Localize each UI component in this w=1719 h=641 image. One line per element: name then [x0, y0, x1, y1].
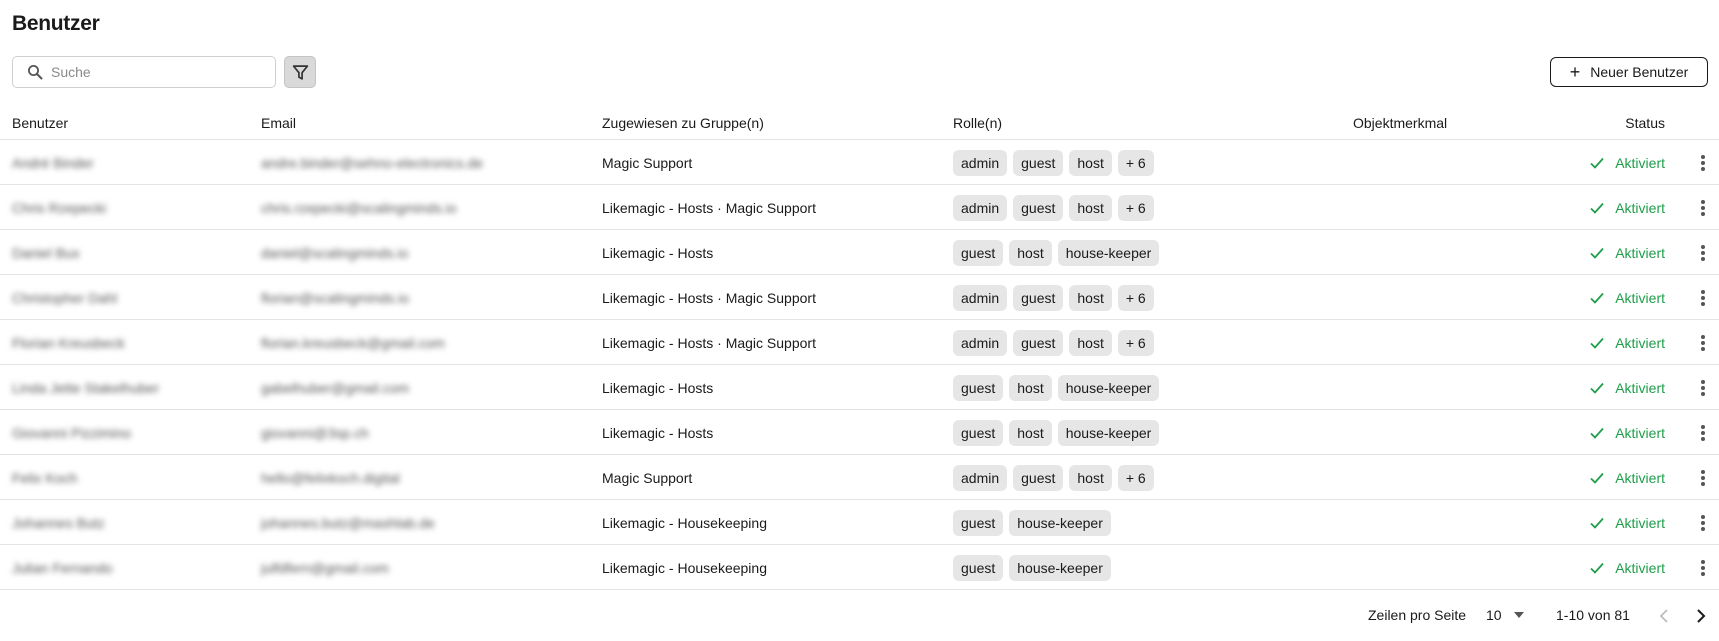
user-roles — [953, 185, 1160, 230]
status-badge — [1589, 230, 1665, 275]
row-actions-button[interactable] — [1695, 500, 1711, 545]
role-chip: host — [1009, 420, 1051, 446]
check-icon — [1589, 200, 1605, 216]
user-roles — [953, 410, 1165, 455]
role-chip: host — [1009, 240, 1051, 266]
role-chip: host — [1009, 375, 1051, 401]
user-email: hello@felixkoch.digital — [261, 469, 400, 486]
user-email: andre.binder@sehno-electronics.de — [261, 154, 484, 171]
table-row[interactable] — [0, 410, 1719, 455]
user-groups: Likemagic - Housekeeping — [602, 559, 767, 576]
more-vertical-icon — [1700, 154, 1706, 172]
table-row[interactable] — [0, 320, 1719, 365]
user-groups: Likemagic - Hosts · Magic Support — [602, 334, 816, 351]
role-chip: admin — [953, 285, 1007, 311]
user-name: Florian Kreusbeck — [12, 334, 125, 351]
role-chip[interactable]: + 6 — [1118, 465, 1154, 491]
status-label: Aktiviert — [1615, 559, 1665, 576]
user-name: Johannes Butz — [12, 514, 105, 531]
search-box[interactable] — [12, 56, 276, 88]
next-page-button[interactable] — [1691, 604, 1711, 628]
user-groups: Likemagic - Hosts — [602, 379, 714, 396]
user-roles — [953, 275, 1160, 320]
role-chip[interactable]: + 6 — [1118, 150, 1154, 176]
user-roles — [953, 545, 1117, 590]
status-label: Aktiviert — [1615, 244, 1665, 261]
row-actions-button[interactable] — [1695, 140, 1711, 185]
user-name: Giovanni Pizzimino — [12, 424, 132, 441]
role-chip: admin — [953, 150, 1007, 176]
rows-per-page-label: Zeilen pro Seite — [1368, 607, 1467, 623]
column-header-status[interactable]: Status — [1625, 115, 1665, 131]
status-badge — [1589, 410, 1665, 455]
check-icon — [1589, 470, 1605, 486]
status-label: Aktiviert — [1615, 424, 1665, 441]
user-groups: Magic Support — [602, 154, 693, 171]
page-title: Benutzer — [12, 12, 100, 35]
role-chip: guest — [1013, 150, 1063, 176]
user-groups: Likemagic - Hosts · Magic Support — [602, 289, 816, 306]
table-header — [0, 108, 1719, 140]
user-name: Felix Koch — [12, 469, 78, 486]
user-groups: Likemagic - Hosts — [602, 424, 714, 441]
user-email: gabelhuber@gmail.com — [261, 379, 410, 396]
role-chip: guest — [1013, 195, 1063, 221]
column-header-user[interactable]: Benutzer — [12, 115, 69, 131]
user-groups: Likemagic - Hosts — [602, 244, 714, 261]
check-icon — [1589, 290, 1605, 306]
table-row[interactable] — [0, 545, 1719, 590]
search-icon — [27, 64, 43, 80]
user-email: giovanni@3sp.ch — [261, 424, 369, 441]
role-chip: admin — [953, 465, 1007, 491]
user-roles — [953, 230, 1165, 275]
more-vertical-icon — [1700, 289, 1706, 307]
role-chip: house-keeper — [1058, 240, 1160, 266]
more-vertical-icon — [1700, 244, 1706, 262]
table-row[interactable] — [0, 275, 1719, 320]
role-chip: house-keeper — [1058, 375, 1160, 401]
user-name: Daniel Bux — [12, 244, 80, 261]
row-actions-button[interactable] — [1695, 320, 1711, 365]
new-user-button-label: Neuer Benutzer — [1590, 64, 1689, 80]
status-label: Aktiviert — [1615, 154, 1665, 171]
user-roles — [953, 455, 1160, 500]
table-row[interactable] — [0, 185, 1719, 230]
user-name: Linda Jette Stakelhuber — [12, 379, 160, 396]
column-header-email[interactable]: Email — [261, 115, 297, 131]
table-row[interactable] — [0, 455, 1719, 500]
check-icon — [1589, 335, 1605, 351]
user-groups: Likemagic - Hosts · Magic Support — [602, 199, 816, 216]
status-badge — [1589, 500, 1665, 545]
more-vertical-icon — [1700, 199, 1706, 217]
more-vertical-icon — [1700, 559, 1706, 577]
more-vertical-icon — [1700, 469, 1706, 487]
user-roles — [953, 500, 1117, 545]
user-roles — [953, 320, 1160, 365]
role-chip[interactable]: + 6 — [1118, 285, 1154, 311]
status-label: Aktiviert — [1615, 199, 1665, 216]
users-table — [0, 108, 1719, 590]
user-email: florian.kreusbeck@gmail.com — [261, 334, 445, 351]
row-actions-button[interactable] — [1695, 275, 1711, 320]
row-actions-button[interactable] — [1695, 230, 1711, 275]
user-email: florian@scalingminds.io — [261, 289, 410, 306]
check-icon — [1589, 425, 1605, 441]
status-badge — [1589, 365, 1665, 410]
role-chip: guest — [953, 375, 1003, 401]
user-roles — [953, 140, 1160, 185]
role-chip: host — [1069, 285, 1111, 311]
role-chip: house-keeper — [1058, 420, 1160, 446]
plus-icon: + — [1569, 62, 1581, 82]
caret-down-icon — [1514, 612, 1524, 618]
status-badge — [1589, 140, 1665, 185]
rows-per-page-value: 10 — [1486, 607, 1502, 623]
table-row[interactable] — [0, 140, 1719, 185]
status-badge — [1589, 455, 1665, 500]
column-header-roles[interactable]: Rolle(n) — [953, 115, 1003, 131]
previous-page-button[interactable] — [1654, 604, 1674, 628]
check-icon — [1589, 515, 1605, 531]
status-label: Aktiviert — [1615, 469, 1665, 486]
status-badge — [1589, 275, 1665, 320]
table-body — [0, 140, 1719, 590]
filter-button[interactable] — [284, 56, 316, 88]
role-chip: guest — [953, 240, 1003, 266]
user-email: julfdfern@gmail.com — [261, 559, 389, 576]
column-header-groups[interactable]: Zugewiesen zu Gruppe(n) — [602, 115, 764, 131]
role-chip: admin — [953, 330, 1007, 356]
user-groups: Magic Support — [602, 469, 693, 486]
check-icon — [1589, 560, 1605, 576]
role-chip: guest — [1013, 465, 1063, 491]
check-icon — [1589, 155, 1605, 171]
status-badge — [1589, 545, 1665, 590]
user-groups: Likemagic - Housekeeping — [602, 514, 767, 531]
user-email: johannes.butz@mashlab.de — [261, 514, 435, 531]
pagination-range: 1-10 von 81 — [1556, 607, 1630, 623]
role-chip: host — [1069, 150, 1111, 176]
role-chip: admin — [953, 195, 1007, 221]
new-user-button[interactable] — [1550, 57, 1708, 87]
role-chip: host — [1069, 330, 1111, 356]
more-vertical-icon — [1700, 379, 1706, 397]
table-row[interactable] — [0, 365, 1719, 410]
role-chip: house-keeper — [1009, 555, 1111, 581]
role-chip: host — [1069, 465, 1111, 491]
more-vertical-icon — [1700, 514, 1706, 532]
role-chip: guest — [1013, 285, 1063, 311]
status-label: Aktiviert — [1615, 379, 1665, 396]
user-name: Christopher Dahl — [12, 289, 118, 306]
row-actions-button[interactable] — [1695, 455, 1711, 500]
role-chip: host — [1069, 195, 1111, 221]
status-badge — [1589, 320, 1665, 365]
role-chip[interactable]: + 6 — [1118, 330, 1154, 356]
user-roles — [953, 365, 1165, 410]
user-name: André Binder — [12, 154, 94, 171]
role-chip: guest — [953, 555, 1003, 581]
check-icon — [1589, 380, 1605, 396]
user-name: Julian Fernando — [12, 559, 113, 576]
table-row[interactable] — [0, 500, 1719, 545]
status-label: Aktiviert — [1615, 514, 1665, 531]
row-actions-button[interactable] — [1695, 410, 1711, 455]
column-header-feature[interactable]: Objektmerkmal — [1353, 115, 1448, 131]
role-chip: guest — [1013, 330, 1063, 356]
status-label: Aktiviert — [1615, 289, 1665, 306]
status-badge — [1589, 185, 1665, 230]
row-actions-button[interactable] — [1695, 185, 1711, 230]
role-chip: house-keeper — [1009, 510, 1111, 536]
status-label: Aktiviert — [1615, 334, 1665, 351]
chevron-left-icon — [1659, 609, 1669, 623]
search-input[interactable] — [51, 64, 251, 80]
rows-per-page-select[interactable] — [1486, 607, 1524, 623]
check-icon — [1589, 245, 1605, 261]
user-name: Chris Rzepecki — [12, 199, 107, 216]
chevron-right-icon — [1696, 609, 1706, 623]
user-email: chris.rzepecki@scalingminds.io — [261, 199, 457, 216]
row-actions-button[interactable] — [1695, 545, 1711, 590]
role-chip: guest — [953, 510, 1003, 536]
role-chip: guest — [953, 420, 1003, 446]
role-chip[interactable]: + 6 — [1118, 195, 1154, 221]
user-email: daniel@scalingminds.io — [261, 244, 409, 261]
filter-icon — [292, 64, 309, 81]
more-vertical-icon — [1700, 424, 1706, 442]
row-actions-button[interactable] — [1695, 365, 1711, 410]
table-row[interactable] — [0, 230, 1719, 275]
more-vertical-icon — [1700, 334, 1706, 352]
